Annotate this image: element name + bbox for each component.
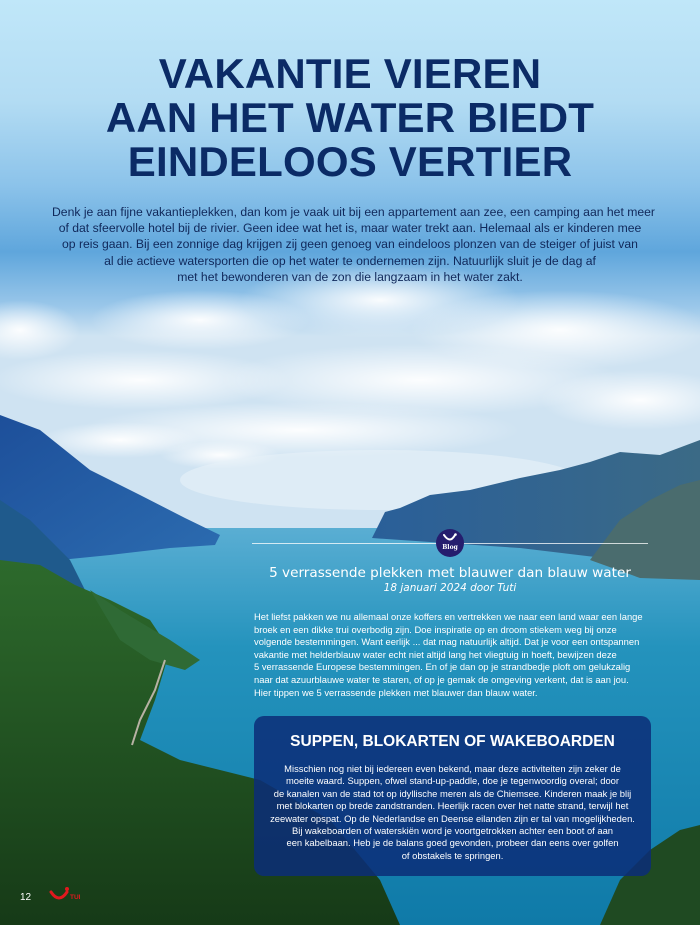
article-line: volgende bestemmingen. Want eerlijk ... dat mag natuurlijk altijd. Dat je voor een ontspannen <box>254 636 640 648</box>
headline-line: VAKANTIE VIEREN <box>158 50 542 97</box>
article-line: Hier tippen we 5 verrassende plekken met blauwer dan blauw water. <box>254 686 538 698</box>
article-line: broek en een dikke trui overbodig zijn. Doe inspiratie op en droom stiekem weg bij onze <box>254 623 617 635</box>
info-line: Misschien nog niet bij iedereen even bekend, maar deze activiteiten zijn zeker de <box>284 763 621 774</box>
info-line: of obstakels te springen. <box>401 849 504 861</box>
intro-line: Denk je aan fijne vakantieplekken, dan kom je vaak uit bij een appartement aan zee, een camping aan het meer <box>52 205 655 219</box>
info-line: Bij wakeboarden of waterskiën word je voortgetrokken achter een boot of aan <box>291 825 614 837</box>
intro-line: al die actieve watersporten die op het water te ondernemen zijn. Natuurlijk sluit je de dag af <box>104 253 596 268</box>
article-line: vakantie met helderblauw water echt niet altijd lang het vliegtuig in hoeft, bewijzen deze <box>254 648 617 660</box>
info-box <box>254 716 651 876</box>
info-line: zeewater opspat. Op de Nederlandse en Deense eilanden zijn er tal van mogelijkheden. <box>270 812 635 824</box>
intro-line: op reis gaan. Bij een zonnige dag krijgen zij geen genoeg van eindeloos plonzen van de steiger of juist van <box>62 237 638 252</box>
intro-line: of dat sfeervolle hotel bij de rivier. Geen idee wat het is, maar water trekt aan. Helemaal als er kinderen mee <box>58 221 642 236</box>
article-title: 5 verrassende plekken met blauwer dan blauw water <box>269 565 631 581</box>
page-number: 12 <box>20 892 32 903</box>
info-line: de kanalen van de stad tot op idyllische meren als de Chiemsee. Kinderen maak je blij <box>273 787 632 799</box>
blog-badge-label: Blog <box>442 544 458 551</box>
info-box-body <box>254 763 651 862</box>
blog-badge <box>436 529 464 557</box>
info-line: met blokarten op brede zandstranden. Heerlijk racen over het natte strand, terwijl het <box>276 800 629 812</box>
article-line: Het liefst pakken we nu allemaal onze koffers en vertrekken we naar een land waar een lange <box>254 611 643 622</box>
article-body <box>254 611 664 699</box>
headline-line: EINDELOOS VERTIER <box>127 138 573 185</box>
tui-smile-icon <box>443 533 457 543</box>
article-line: 5 verrassende Europese bestemmingen. En of je dan op je strandbedje ploft om gelukzalig <box>254 661 631 673</box>
intro-line: met het bewonderen van de zon die langzaam in het water zakt. <box>177 269 523 284</box>
article-line: naar dat azuurblauwe water te staren, of op je gemak de omgeving verkent, dat is aan jou. <box>254 673 629 685</box>
headline-line: AAN HET WATER BIEDT <box>105 94 595 141</box>
page-headline <box>0 52 700 184</box>
intro-paragraph <box>52 204 655 285</box>
tui-brand-text: TUI <box>70 894 81 901</box>
info-box-title: SUPPEN, BLOKARTEN OF WAKEBOARDEN <box>290 733 615 750</box>
tui-logo-icon <box>48 886 88 906</box>
article-meta: 18 januari 2024 door Tuti <box>383 582 517 594</box>
info-line: moeite waard. Suppen, ofwel stand-up-paddle, doe je tegenwoordig overal; door <box>285 775 620 787</box>
info-line: een kabelbaan. Heb je de balans goed gevonden, probeer dan eens over golfen <box>286 837 619 849</box>
